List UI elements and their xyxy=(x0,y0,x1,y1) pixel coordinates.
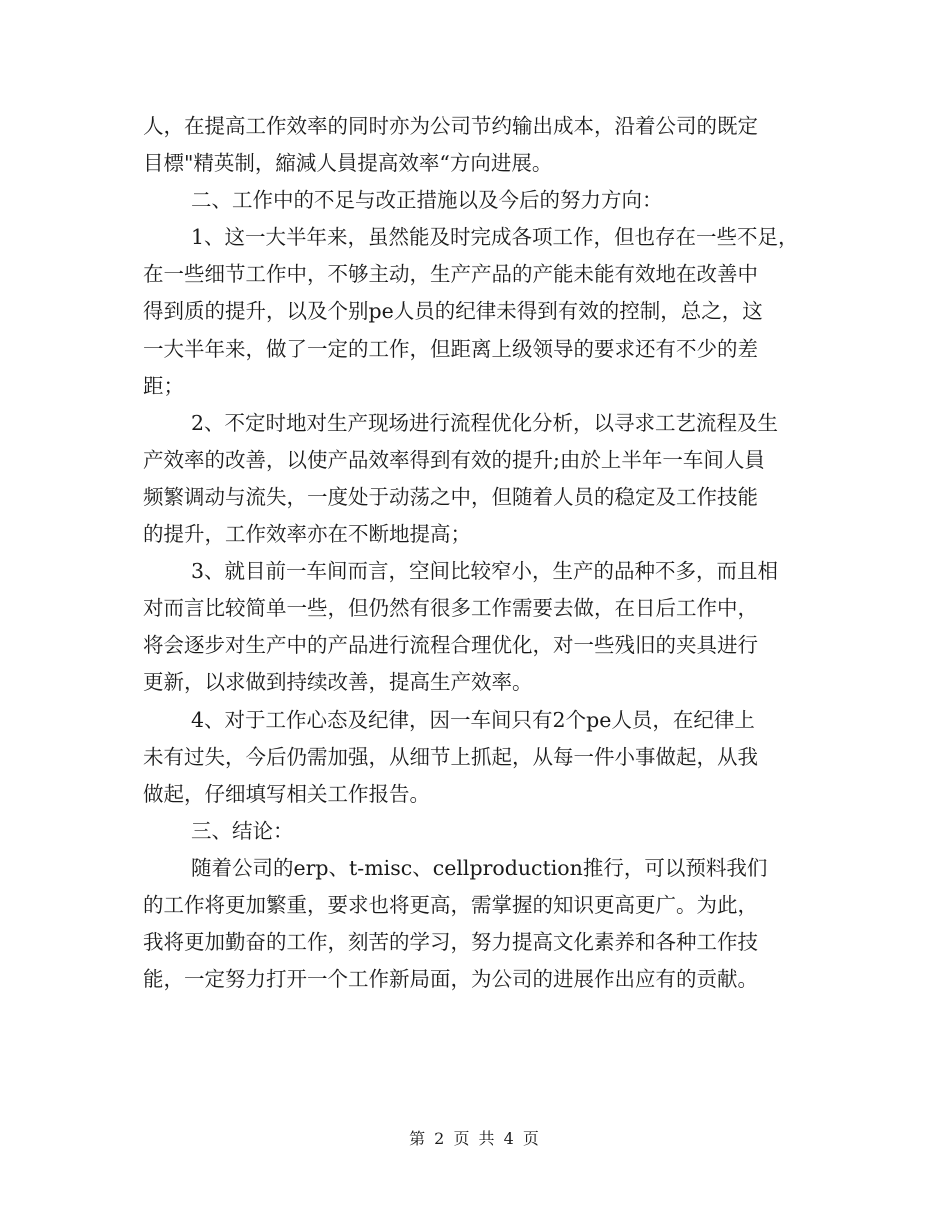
text-line: 三、结论： xyxy=(191,818,294,843)
text-line: 将会逐步对生产中的产品进行流程合理优化，对一些残旧的夹具进行 xyxy=(143,633,758,658)
text-line: 人，在提高工作效率的同时亦为公司节约输出成本，沿着公司的既定 xyxy=(143,114,758,138)
document-body xyxy=(143,108,823,998)
text-line: 未有过失，今后仍需加强，从细节上抓起，从每一件小事做起，从我 xyxy=(143,744,758,769)
text-line: 距； xyxy=(143,373,184,398)
text-line: 得到质的提升，以及个别pe人员的纪律未得到有效的控制，总之，这 xyxy=(143,299,763,324)
text-line: 对而言比较简单一些，但仍然有很多工作需要去做，在日后工作中， xyxy=(143,596,758,621)
text-line: 目標"精英制，縮減人員提高效率“方向进展。 xyxy=(143,151,553,176)
text-line: 一大半年来，做了一定的工作，但距离上级领导的要求还有不少的差 xyxy=(143,336,758,361)
text-line: 2、不定时地对生产现场进行流程优化分析，以寻求工艺流程及生 xyxy=(191,410,779,435)
text-line: 的提升，工作效率亦在不断地提高； xyxy=(143,522,471,547)
text-line: 的工作将更加繁重，要求也将更高，需掌握的知识更高更广。为此， xyxy=(143,892,758,917)
text-line: 频繁调动与流失，一度处于动荡之中，但随着人员的稳定及工作技能 xyxy=(143,484,758,509)
text-line: 能，一定努力打开一个工作新局面，为公司的进展作出应有的贡献。 xyxy=(143,967,758,992)
text-line: 在一些细节工作中，不够主动，生产产品的产能未能有效地在改善中 xyxy=(143,262,758,287)
text-line: 随着公司的erp、t-misc、cellproduction推行，可以预料我们 xyxy=(191,855,768,880)
text-line: 做起，仔细填写相关工作报告。 xyxy=(143,781,430,806)
text-line: 1、这一大半年来，虽然能及时完成各项工作，但也存在一些不足， xyxy=(191,225,799,250)
text-line: 二、工作中的不足与改正措施以及今后的努力方向： xyxy=(191,188,663,213)
text-line: 我将更加勤奋的工作，刻苦的学习，努力提高文化素养和各种工作技 xyxy=(143,930,758,955)
page-footer: 第 2 页 共 4 页 xyxy=(409,1129,541,1148)
text-line: 3、就目前一车间而言，空间比较窄小，生产的品种不多，而且相 xyxy=(191,559,779,584)
text-line: 更新，以求做到持续改善，提高生产效率。 xyxy=(143,670,533,695)
text-line: 4、对于工作心态及纪律，因一车间只有2个pe人员，在纪律上 xyxy=(191,707,755,732)
text-line: 产效率的改善，以使产品效率得到有效的提升;由於上半年一车间人員 xyxy=(143,447,765,472)
